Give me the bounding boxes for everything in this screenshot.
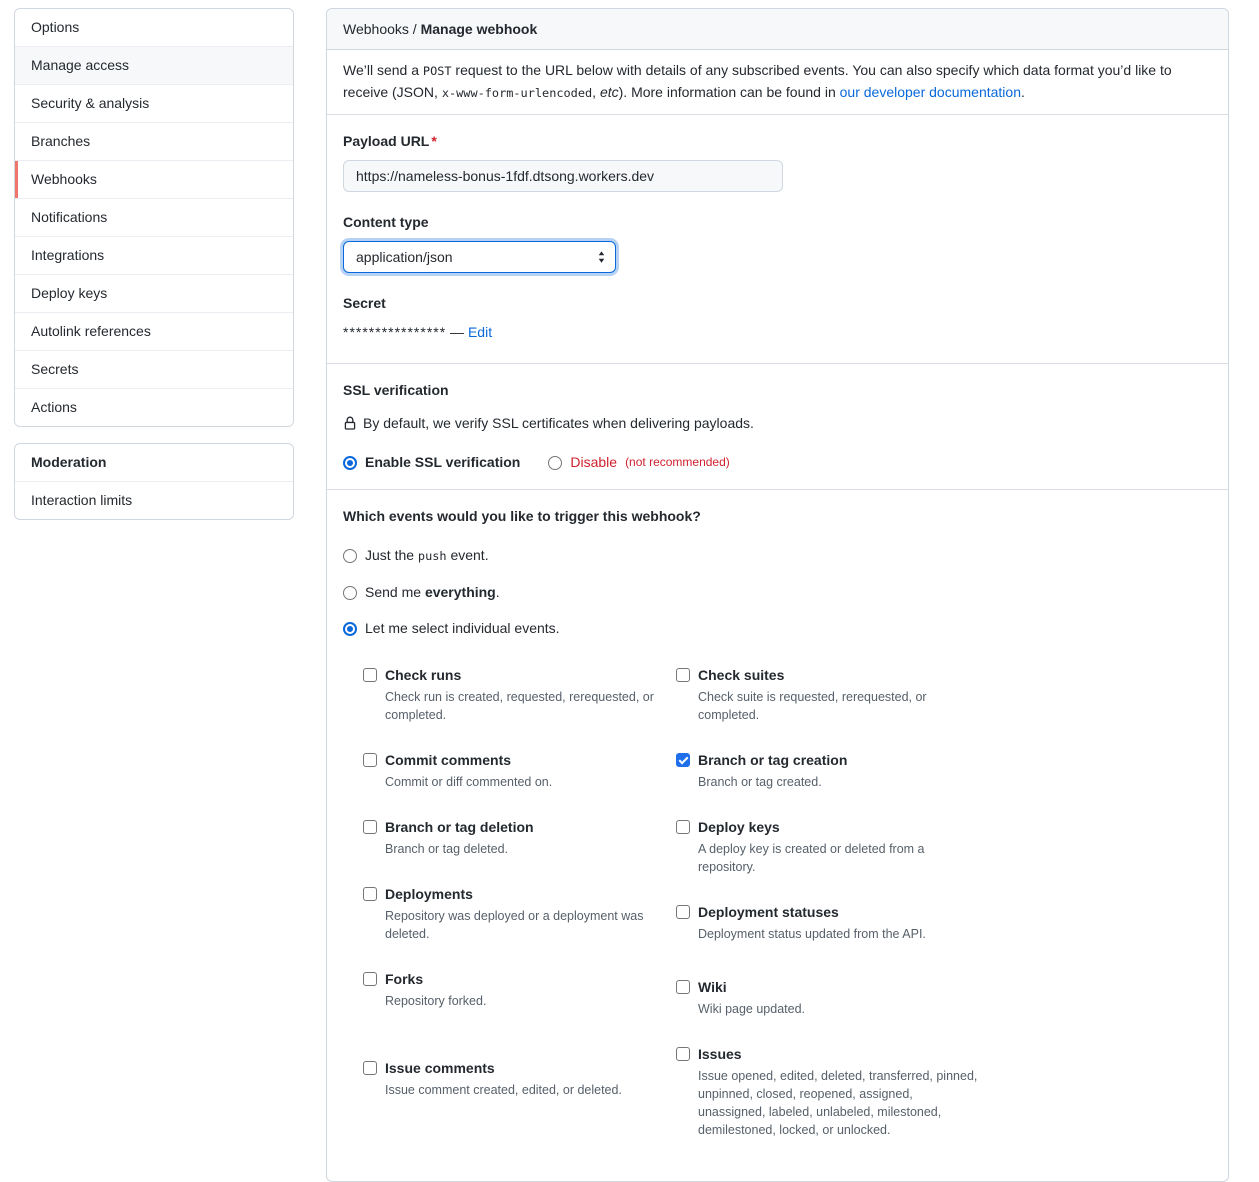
lock-icon: [343, 416, 357, 431]
just-push-radio[interactable]: [343, 549, 357, 563]
events-section: [327, 489, 1228, 1181]
deployment-statuses-checkbox[interactable]: [676, 905, 690, 919]
ssl-disable-radio[interactable]: [548, 456, 562, 470]
individual-events-radio[interactable]: [343, 622, 357, 636]
option-individual-events[interactable]: Let me select individual events.: [343, 618, 1212, 639]
sidebar-item-deploy-keys[interactable]: Deploy keys: [15, 274, 293, 312]
option-send-everything[interactable]: Send me everything.: [343, 582, 1212, 603]
content-type-label: Content type: [343, 214, 429, 230]
event-wiki: Wiki Wiki page updated.: [676, 977, 989, 1018]
settings-sidebar: [14, 8, 294, 536]
ssl-disable-option[interactable]: [548, 452, 729, 473]
issue-comments-checkbox[interactable]: [363, 1061, 377, 1075]
event-forks: Forks Repository forked.: [363, 969, 676, 1010]
option-just-push[interactable]: Just the push event.: [343, 545, 1212, 567]
sidebar-item-options[interactable]: Options: [15, 9, 293, 46]
webhook-intro-text: We’ll send a POST request to the URL below with details of any subscribed events. You can also specify which data format you’d like to receive (JSON, x-www-form-urlencoded, etc). More information can be found in our developer documentation.: [343, 62, 1172, 100]
breadcrumb-current: Manage webhook: [420, 21, 538, 37]
sidebar-item-notifications[interactable]: Notifications: [15, 198, 293, 236]
ssl-note-text: By default, we verify SSL certificates when delivering payloads.: [363, 415, 754, 431]
sidebar-item-secrets[interactable]: Secrets: [15, 350, 293, 388]
event-issues: Issues Issue opened, edited, deleted, transferred, pinned, unpinned, closed, reopened, assigned, unassigned, labeled, unlabeled, milestoned, demilestoned, locked, or unlocked.: [676, 1044, 989, 1139]
events-column-left: [363, 665, 676, 1165]
event-branch-tag-deletion: Branch or tag deletion Branch or tag deleted.: [363, 817, 676, 858]
urlencoded-code: x-www-form-urlencoded: [441, 86, 593, 100]
sidebar-item-webhooks[interactable]: Webhooks: [15, 160, 293, 198]
ssl-disable-note: (not recommended): [625, 455, 730, 469]
payload-url-label: Payload URL *: [343, 133, 437, 149]
events-question: Which events would you like to trigger this webhook?: [343, 508, 701, 524]
sidebar-item-manage-access[interactable]: Manage access: [15, 46, 293, 84]
ssl-enable-label: Enable SSL verification: [365, 454, 521, 470]
commit-comments-checkbox[interactable]: [363, 753, 377, 767]
event-deploy-keys: Deploy keys A deploy key is created or deleted from a repository.: [676, 817, 989, 876]
secret-edit-link[interactable]: Edit: [467, 324, 493, 340]
secret-separator: —: [446, 324, 468, 340]
events-grid: [363, 665, 1212, 1165]
ssl-section-title: SSL verification: [343, 382, 449, 398]
sidebar-item-branches[interactable]: Branches: [15, 122, 293, 160]
moderation-nav-box: [14, 443, 294, 520]
events-column-right: [676, 665, 989, 1165]
event-commit-comments: Commit comments Commit or diff commented on.: [363, 750, 676, 791]
payload-url-group: [343, 131, 1212, 192]
send-everything-radio[interactable]: [343, 586, 357, 600]
sidebar-item-autolink-references[interactable]: Autolink references: [15, 312, 293, 350]
manage-webhook-panel: [326, 8, 1229, 1182]
deployments-checkbox[interactable]: [363, 887, 377, 901]
ssl-note: [343, 413, 1212, 434]
sidebar-item-integrations[interactable]: Integrations: [15, 236, 293, 274]
ssl-disable-label: Disable: [570, 454, 618, 470]
wiki-checkbox[interactable]: [676, 980, 690, 994]
settings-nav-box: [14, 8, 294, 427]
ssl-verification-section: [327, 363, 1228, 489]
check-runs-checkbox[interactable]: [363, 668, 377, 682]
secret-masked-value: ****************: [343, 324, 447, 340]
sidebar-item-actions[interactable]: Actions: [15, 388, 293, 426]
content-type-group: [343, 212, 1212, 273]
breadcrumb-webhooks-link[interactable]: Webhooks: [343, 21, 409, 37]
webhook-config-section: [327, 115, 1228, 363]
required-asterisk: *: [431, 133, 437, 149]
event-issue-comments: Issue comments Issue comment created, edited, or deleted.: [363, 1058, 676, 1099]
event-check-suites: Check suites Check suite is requested, rerequested, or completed.: [676, 665, 989, 724]
event-trigger-options: [343, 545, 1212, 639]
post-code: POST: [422, 64, 452, 78]
sidebar-item-security-analysis[interactable]: Security & analysis: [15, 84, 293, 122]
deploy-keys-checkbox[interactable]: [676, 820, 690, 834]
event-branch-tag-creation: Branch or tag creation Branch or tag created.: [676, 750, 989, 791]
content-type-select[interactable]: [343, 241, 616, 273]
branch-tag-creation-checkbox[interactable]: [676, 753, 690, 767]
secret-label: Secret: [343, 295, 386, 311]
event-deployment-statuses: Deployment statuses Deployment status updated from the API.: [676, 902, 989, 943]
push-code: push: [417, 549, 447, 563]
forks-checkbox[interactable]: [363, 972, 377, 986]
branch-tag-deletion-checkbox[interactable]: [363, 820, 377, 834]
developer-documentation-link[interactable]: our developer documentation: [839, 84, 1021, 100]
issues-checkbox[interactable]: [676, 1047, 690, 1061]
secret-group: [343, 293, 1212, 343]
webhook-intro: [327, 50, 1228, 115]
sidebar-item-interaction-limits[interactable]: Interaction limits: [15, 481, 293, 519]
moderation-section-header: Moderation: [31, 454, 107, 470]
breadcrumb: [327, 9, 1228, 50]
payload-url-input[interactable]: [343, 160, 783, 192]
check-suites-checkbox[interactable]: [676, 668, 690, 682]
event-deployments: Deployments Repository was deployed or a deployment was deleted.: [363, 884, 676, 943]
breadcrumb-separator: /: [408, 21, 421, 37]
event-check-runs: Check runs Check run is created, requested, rerequested, or completed.: [363, 665, 676, 724]
ssl-enable-radio[interactable]: [343, 456, 357, 470]
ssl-enable-option[interactable]: [343, 452, 520, 473]
